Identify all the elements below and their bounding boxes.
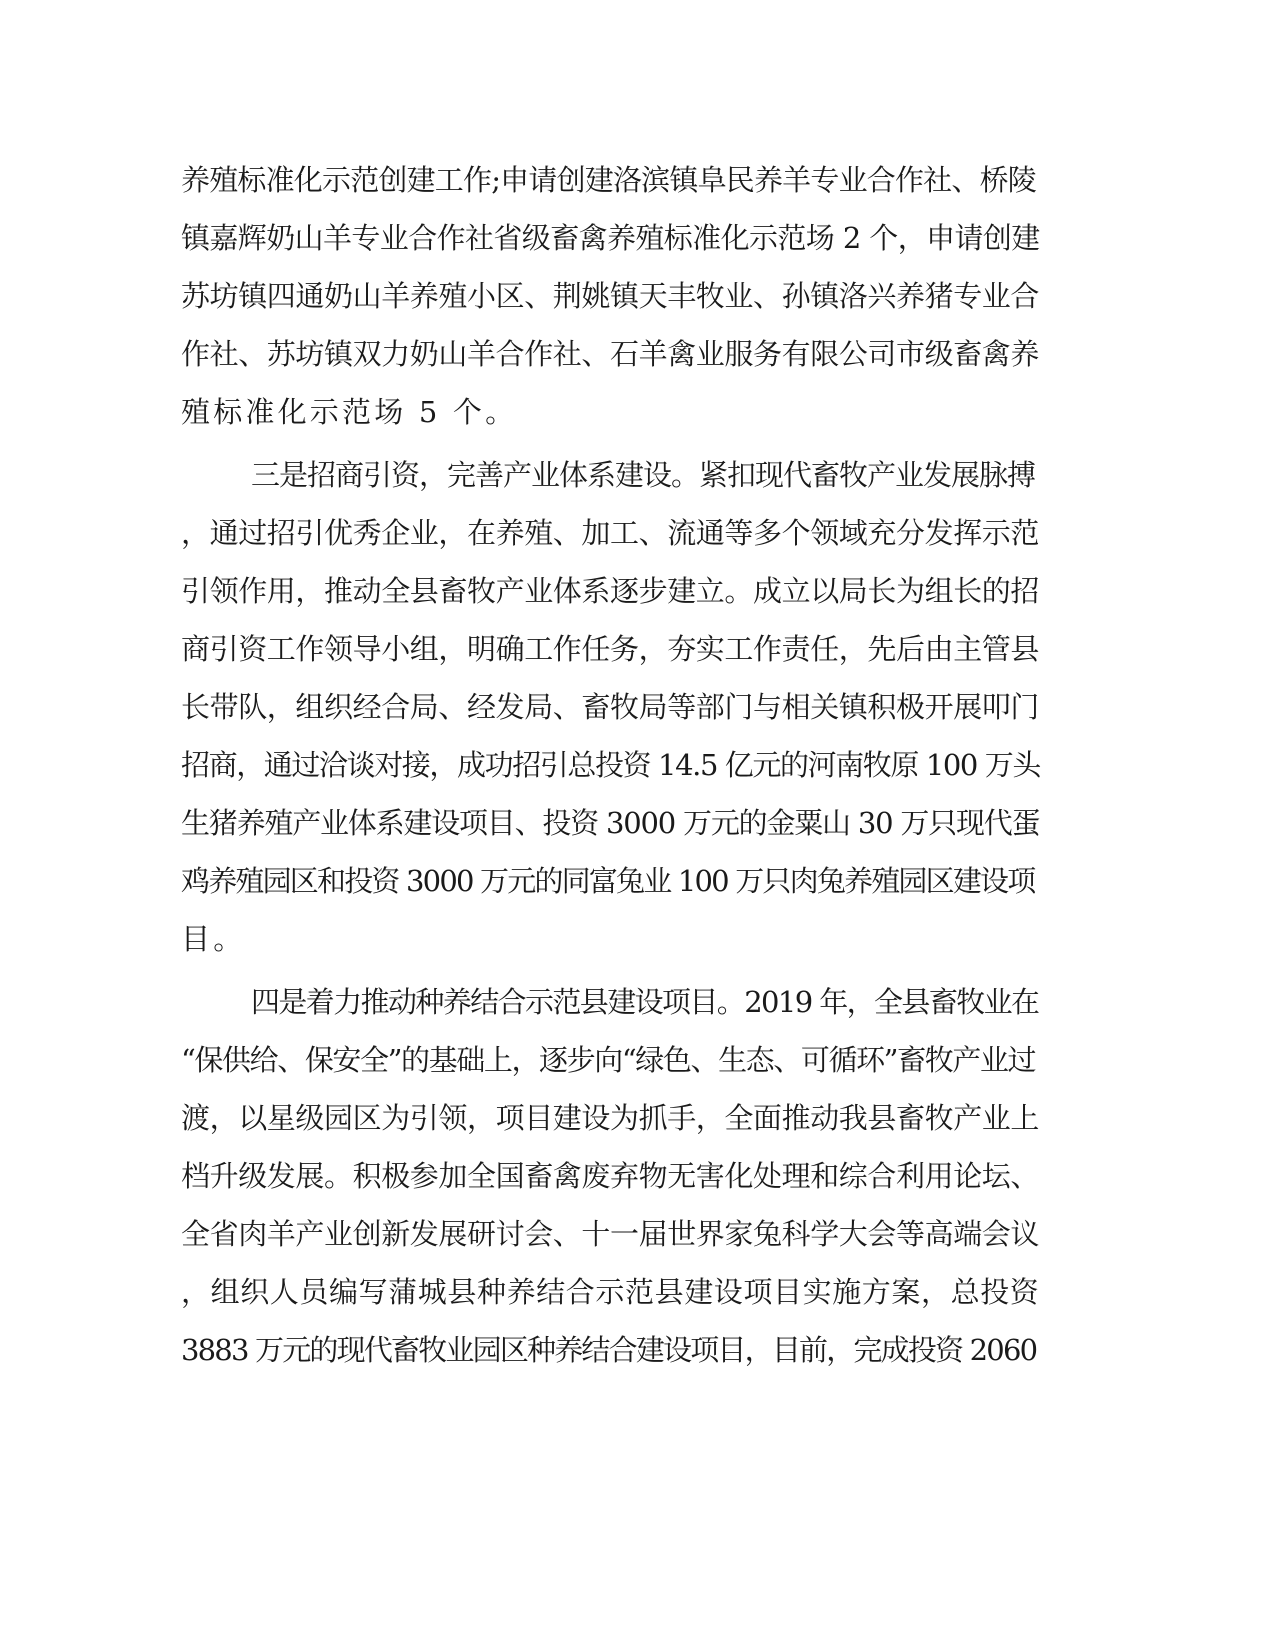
text-line: 档升级发展。积极参加全国畜禽废弃物无害化处理和综合利用论坛、 (181, 1159, 1040, 1193)
text-line: 长带队，组织经合局、经发局、畜牧局等部门与相关镇积极开展叩门 (181, 690, 1040, 724)
text-line: 渡，以星级园区为引领，项目建设为抓手，全面推动我县畜牧产业上 (181, 1101, 1040, 1135)
text-line: 招商，通过洽谈对接，成功招引总投资 14.5 亿元的河南牧原 100 万头 (181, 748, 1040, 782)
text-line: 殖标准化示范场 5 个。 (181, 395, 518, 429)
text-line: 生猪养殖产业体系建设项目、投资 3000 万元的金粟山 30 万只现代蛋 (181, 806, 1040, 840)
text-line: 鸡养殖园区和投资 3000 万元的同富兔业 100 万只肉兔养殖园区建设项 (181, 864, 1035, 898)
text-line: ，组织人员编写蒲城县种养结合示范县建设项目实施方案，总投资 (181, 1275, 1040, 1309)
text-line: 镇嘉辉奶山羊专业合作社省级畜禽养殖标准化示范场 2 个，申请创建 (181, 221, 1040, 255)
paragraph-first-line: 三是招商引资，完善产业体系建设。紧扣现代畜牧产业发展脉搏 (251, 458, 1036, 492)
text-line: 引领作用，推动全县畜牧产业体系逐步建立。成立以局长为组长的招 (181, 574, 1040, 608)
paragraph-first-line: 四是着力推动种养结合示范县建设项目。2019 年，全县畜牧业在 (251, 985, 1039, 1019)
text-line: 养殖标准化示范创建工作;申请创建洛滨镇阜民养羊专业合作社、桥陵 (181, 163, 1036, 197)
text-line: 作社、苏坊镇双力奶山羊合作社、石羊禽业服务有限公司市级畜禽养 (181, 337, 1040, 371)
text-line: 苏坊镇四通奶山羊养殖小区、荆姚镇天丰牧业、孙镇洛兴养猪专业合 (181, 279, 1040, 313)
text-line: 全省肉羊产业创新发展研讨会、十一届世界家兔科学大会等高端会议 (181, 1217, 1040, 1251)
text-line: ，通过招引优秀企业，在养殖、加工、流通等多个领域充分发挥示范 (181, 516, 1040, 550)
text-line: 商引资工作领导小组，明确工作任务，夯实工作责任，先后由主管县 (181, 632, 1040, 666)
text-line: 目。 (181, 922, 246, 956)
text-line: 3883 万元的现代畜牧业园区种养结合建设项目，目前，完成投资 2060 (181, 1333, 1037, 1367)
text-line: “保供给、保安全”的基础上，逐步向“绿色、生态、可循环”畜牧产业过 (181, 1043, 1036, 1077)
